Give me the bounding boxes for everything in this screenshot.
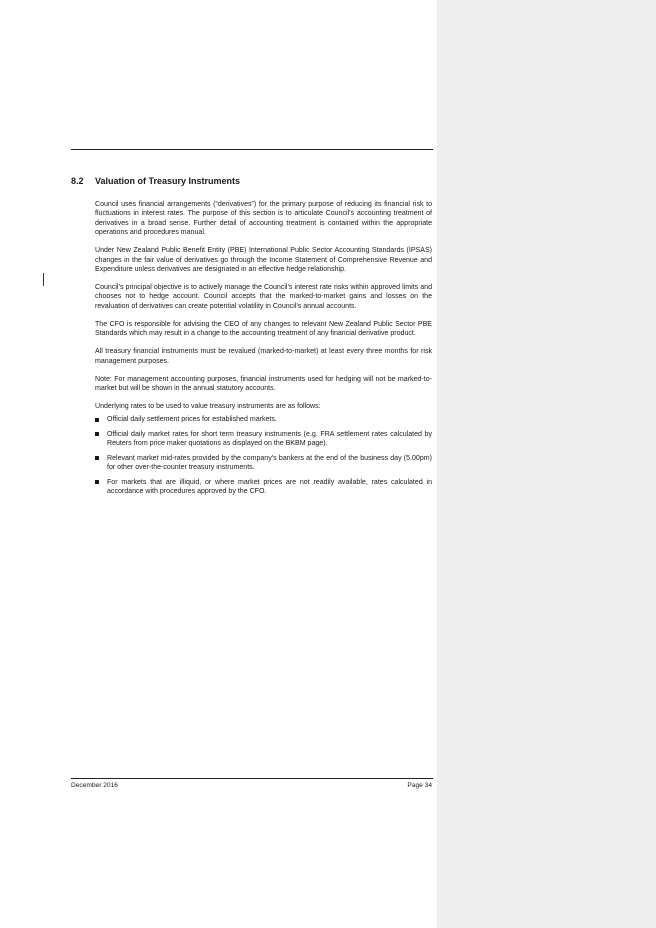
bullet-square-icon <box>95 418 99 422</box>
list-item-text: Official daily settlement prices for established markets. <box>107 416 277 424</box>
paragraph-underlying-rates-intro: Underlying rates to be used to value treasury instruments are as follows: <box>95 403 321 411</box>
list-item-text: Official daily market rates for short term treasury instruments (e.g. FRA settlement rates calculated by Reuters from price maker quotations as displayed on the BKBM page). <box>107 430 432 448</box>
bullet-square-icon <box>95 456 99 460</box>
bullet-square-icon <box>95 432 99 436</box>
underlying-rates-list <box>95 415 432 496</box>
list-item <box>95 478 432 497</box>
section-number: 8.2 <box>71 176 84 186</box>
bullet-square-icon <box>95 480 99 484</box>
footer-date: December 2016 <box>71 782 118 789</box>
paragraph-derivatives-purpose: Council uses financial arrangements (“derivatives”) for the primary purpose of reducing its financial risk to fluctuations in interest rates. The purpose of this section is to articulate Council’s accounting treatment of derivatives in a broad sense. Further detail of accounting treatment is contained within the appropriate operations and procedures manual. <box>95 201 432 237</box>
footer-page-number: Page 34 <box>407 782 432 789</box>
list-item-text: Relevant market mid-rates provided by the company’s bankers at the end of the business day (5.00pm) for other over-the-counter treasury instruments. <box>107 454 432 472</box>
section-heading <box>71 175 433 187</box>
paragraph-revaluation: All treasury financial instruments must be revalued (marked-to-market) at least every three months for risk management purposes. <box>95 348 432 365</box>
paragraph-ipsas: Under New Zealand Public Benefit Entity (PBE) International Public Sector Accounting Standards (IPSAS) changes in the fair value of derivatives go through the Income Statement of Comprehensive Revenue and Expenditure unless derivatives are designated in an effective hedge relationship. <box>95 247 432 274</box>
paragraph-cfo-responsibility: The CFO is responsible for advising the CEO of any changes to relevant New Zealand Public Sector PBE Standards which may result in a change to the accounting treatment of any financial derivative product. <box>95 320 432 338</box>
paragraph-note: Note: For management accounting purposes, financial instruments used for hedging will not be marked-to-market but will be shown in the annual statutory accounts. <box>95 375 432 393</box>
list-item <box>95 430 432 449</box>
header-rule <box>71 149 433 150</box>
section-body <box>95 200 432 501</box>
paragraph-principal-objective: Council’s principal objective is to actively manage the Council’s interest rate risks within approved limits and chooses not to hedge account. Council accepts that the marked-to-market gains and losses on the revaluation of derivatives can create potential volatility in Council’s annual accounts. <box>95 284 432 310</box>
list-item-text: For markets that are illiquid, or where market prices are not readily available, rates calculated in accordance with procedures approved by the CFO. <box>107 478 432 495</box>
list-item <box>95 415 432 424</box>
comment-pane <box>437 0 656 928</box>
footer-rule <box>71 778 433 779</box>
revision-change-bar <box>43 273 44 286</box>
section-title: Valuation of Treasury Instruments <box>95 176 241 186</box>
list-item <box>95 454 432 473</box>
